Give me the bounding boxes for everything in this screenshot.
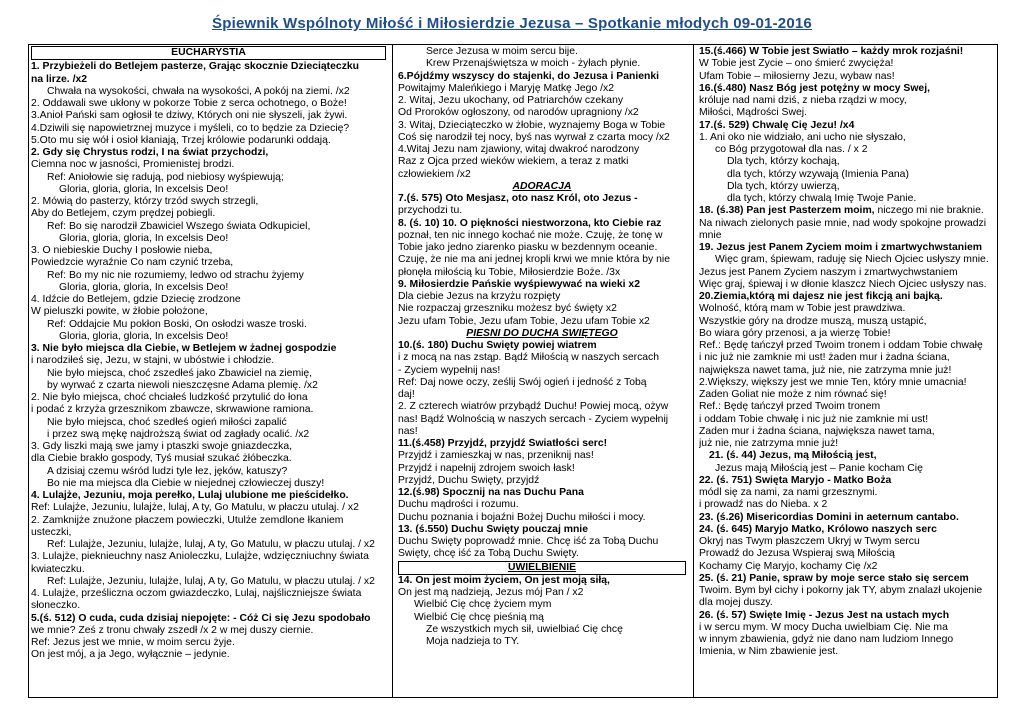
song-line: Ref: Oddajcie Mu pokłon Boski, On osłodzi wasze troski. [47,318,307,330]
song-line: mnie [699,229,722,241]
song-line: Aby do Betlejem, czym prędzej pobiegli. [31,208,216,220]
song-line: Moja nadzieja to TY. [426,636,520,647]
song-line: módl się za nami, za nami grzesznymi. [699,487,878,498]
section-heading: ADORACJA [512,180,572,192]
song-line: Na niwach zielonych pasie mnie, nad wody spokojne prowadzi [699,217,987,229]
song-line: dla tych, którzy wzywają (Imienia Pana) [727,168,909,180]
song-line: Jezus mają Miłością jest – Panie kocham Cię [715,462,923,474]
song-line: Ufam Tobie – miłosierny Jezu, wybaw nas! [699,70,895,82]
songs-column-2 [398,46,686,696]
section-heading: UWIELBIENIE [398,561,686,575]
song-line: Ciemna noc w jasności, Promienistej brodzi. [31,159,235,171]
song-line: Duchu mądrości i rozumu. [398,499,519,511]
song-line: Ref: Bo się narodził Zbawiciel Wszego świata Odkupiciel, [47,220,311,232]
song-line: króluje nad nami dziś, z nieba rządzi w mocy, [699,95,907,106]
song-line: Tobie jako jedno ziarenko piasku w bezdennym oceanie. [398,242,658,253]
song-line: Powiedzcie wyraźnie Co nam czynić trzeba, [31,257,234,269]
song-line: słoneczko. [31,600,81,612]
song-line: Ze wszystkich mych sił, uwielbiać Cię chcę [426,623,623,635]
column-divider [392,44,393,698]
song-line: 7.(ś. 575) Oto Mesjasz, oto nasz Król, oto Jezus - [398,193,638,204]
song-line: On jest mą nadzieją, Jezus mój Pan / x2 [398,587,584,598]
song-line: 4.Witaj Jezu nam zjawiony, witaj dwakroć narodzony [398,144,640,155]
section-heading: PIEŚNI DO DUCHA ŚWIĘTEGO [466,327,618,339]
song-line: dla tych, którzy chwalą Imię Twoje Panie. [727,193,917,204]
song-line: we mnie? Żeś z tronu chwały zszedł /x 2 w mej duszy ciernie. [31,624,314,636]
song-line: 6.Pójdźmy wszyscy do stajenki, do Jezusa i Panienki [398,70,660,82]
song-line: na lirze. /x2 [31,73,88,85]
song-line [699,205,995,217]
song-line: Serce Jezusa w moim sercu bije. [426,46,578,57]
song-line: płonęła miłością ku Tobie, Miłosierdzie Boże. /3x [398,266,621,278]
song-line: Kochamy Cię Maryjo, kochamy Cię /x2 [699,560,878,572]
song-line: 2. Oddawali swe ukłony w pokorze Tobie z serca ochotnego, o Boże! [31,98,347,109]
song-line: Powitajmy Maleńkiego i Maryję Matkę Jego /x2 [398,82,614,94]
song-line: Przyjdź, Duchu Święty, przyjdź [398,474,540,486]
song-line: Ref: Bo my nic nie rozumiemy, ledwo od strachu żyjemy [47,269,304,281]
song-line: Święty, chcę iść za Tobą Duchu Święty. [398,548,579,560]
song-line: 1. Ani oko nie widziało, ani ucho nie słyszało, [699,131,906,143]
song-line: Wielbić Cię chcę życiem mym [414,599,552,611]
song-line: Dla tych, którzy uwierzą, [727,180,840,192]
song-line: Gloria, gloria, gloria, In excelsis Deo! [59,183,229,195]
song-line: Nie było miejsca, choć szedłeś ogień miłości zapalić [47,416,287,428]
song-line: Czuję, że nie ma ani jednej kropli krwi we mnie która by nie [398,254,671,266]
song-line: 2. Z czterech wiatrów przybądź Duchu! Powiej mocą, ożyw [398,401,669,413]
song-line: 3. Gdy liszki mają swe jamy i ptaszki swoje gniazdeczka, [31,441,293,452]
song-line: W Tobie jest Życie – ono śmierć zwycięża! [699,58,894,70]
song-line: Bo wiara góry przenosi, a ja wierzę Tobie! [699,327,891,339]
song-text: niczego mi nie braknie. [874,205,984,217]
song-line: dla mojej duszy. [699,597,773,609]
song-line: 5.(ś. 512) O cuda, cuda dzisiaj niepojęte: - Cóż Ci się Jezu spodobało [31,612,371,624]
song-line: nas! [398,425,418,437]
column-divider [693,44,694,698]
song-line: Nie było miejsca, choć zszedłeś jako Zbawiciel na ziemię, [47,367,313,379]
song-line: 25. (ś. 21) Panie, spraw by moje serce stało się sercem [699,572,969,584]
song-line: 5.Oto mu się wół i osioł kłaniają, Trzej królowie podarunki oddają. [31,134,331,146]
song-line: Nie rozpaczaj grzeszniku możesz być święty x2 [398,303,617,315]
song-line: Miłości, Mądrości Swej. [699,107,807,119]
song-line: 3. O niebieskie Duchy I posłowie nieba, [31,245,213,256]
song-line: Żaden mur i żadna ściana, największa nawet tama, [699,425,935,437]
song-line: 15.(ś.466) W Tobie jest Światło – każdy mrok rozjaśni! [699,46,964,57]
song-line: 4. Lulajże, prześliczna oczom gwiazdeczko, Lulaj, najśliczniejsze świata [31,588,362,599]
song-line: Coś się narodził tej nocy, byś nas wyrwał z czarta mocy /x2 [398,131,670,143]
song-line: i z mocą na nas zstąp. Bądź Miłością w naszych sercach [398,352,660,364]
song-line: 14. On jest moim życiem, On jest moją siłą, [398,574,610,586]
song-line: Bo nie ma miejsca dla Ciebie w niejednej człowieczej duszy! [47,477,325,489]
song-line: i przez swą mękę najdroższą świat od zagłady ocalić. /x2 [47,428,310,440]
song-line: Jezu ufam Tobie, Jezu ufam Tobie, Jezu ufam Tobie x2 [398,315,650,327]
song-line: Gloria, gloria, gloria, In excelsis Deo! [59,330,229,342]
song-line: 21. (ś. 44) Jezus, mą Miłością jest, [709,450,877,462]
song-line: 3. Nie było miejsca dla Ciebie, w Betlejem w żadnej gospodzie [31,343,337,354]
song-line: 22. (ś. 751) Święta Maryjo - Matko Boża [699,474,892,486]
song-line: Wolność, którą mam w Tobie jest prawdziwa. [699,303,906,315]
song-line: 12.(ś.98) Spocznij na nas Duchu Pana [398,487,584,498]
song-line: W pieluszki powite, w żłobie położone, [31,306,208,318]
page-title: Śpiewnik Wspólnoty Miłość i Miłosierdzie Jezusa – Spotkanie młodych 09-01-2016 [212,15,812,32]
song-line: i narodziłeś się, Jezu, w stajni, w ubóstwie i chłodzie. [31,355,275,367]
song-line: i podać z krzyża grzesznikom zbawcze, skrwawione ramiona. [31,404,314,416]
song-line: On jest mój, a ja Jego, wyłącznie – jedynie. [31,649,230,661]
song-line: przychodzi tu. [398,205,463,217]
song-line: Ref.: Będę tańczył przed Twoim tronem [699,401,881,413]
song-line: 8. (ś. 10) 10. O piękności niestworzona, kto Ciebie raz [398,217,662,229]
song-number: 18. (ś.38) Pan jest Pasterzem moim, [699,205,875,217]
song-line: Ref: Aniołowie się radują, pod niebiosy wyśpiewują; [47,171,284,183]
song-line: Żaden Goliat nie może z nim równać się! [699,389,887,400]
song-line: Ref: Jezus jest we mnie, w moim sercu żyje. [31,637,235,648]
song-line: Wszystkie góry na drodze muszą, muszą ustąpić, [699,315,927,327]
song-line: Jezus jest Panem Życiem naszym i zmartwychwstaniem [699,266,958,278]
song-line: człowiekiem /x2 [398,168,471,180]
song-line: 2. Mówią do pasterzy, którzy trzód swych strzegli, [31,196,259,207]
song-line: Prowadź do Jezusa Wspieraj swą Miłością [699,548,895,560]
song-line: Gloria, gloria, gloria, In excelsis Deo! [59,281,229,293]
song-line: 2. Zamknijże znużone płaczem powieczki, Utulże zemdlone łkaniem [31,514,344,526]
song-line: Wielbić Cię chcę pieśnią mą [414,611,544,623]
song-line: 13. (ś.550) Duchu Święty pouczaj mnie [398,523,588,535]
song-line: Gloria, gloria, gloria, In excelsis Deo! [59,232,229,244]
song-line: Ref: Lulajże, Jezuniu, lulajże, lulaj, A ty, Go Matulu, w płaczu utulaj. / x2 [47,539,375,550]
song-line: Chwała na wysokości, chwała na wysokości, A pokój na ziemi. /x2 [47,85,350,97]
song-line: Dla tych, którzy kochają, [727,156,840,168]
song-line: Ref: Lulajże, Jezuniu, lulajże, lulaj, A ty, Go Matulu, w płaczu utulaj. / x2 [31,502,359,514]
song-line: 23. (ś.26) Misericordias Domini in aeternum cantabo. [699,511,959,523]
song-line: 19. Jezus jest Panem Życiem moim i zmartwychwstaniem [699,242,982,253]
song-line: Przyjdź i napełnij zdrojem swoich łask! [398,462,575,474]
song-line: nas! Bądź Wolnością w naszych sercach - Życiem wypełnij [398,413,669,425]
song-line: 1. Przybieżeli do Betlejem pasterze, Grając skocznie Dzieciąteczku [31,61,360,73]
song-line: kwiateczku. [31,563,85,575]
song-line: Od Proroków ogłoszony, od narodów upragniony /x2 [398,107,639,119]
song-line: 17.(ś. 529) Chwalę Cię Jezu! /x4 [699,119,855,131]
song-line: już nie, nie zatrzyma mnie już! [699,438,839,449]
song-line: Więc gram, śpiewam, raduję się Niech Ojciec usłyszy mnie. [715,254,989,266]
song-line: 20.Ziemia,którą mi dajesz nie jest fikcją ani bajką. [699,291,943,302]
song-line: 11.(ś.458) Przyjdź, przyjdź Światłości serc! [398,438,608,449]
songs-column-3 [699,46,995,696]
song-line: dla Ciebie brakło gospody, Tyś musiał szukać żłóbeczka. [31,453,292,465]
song-line: Krew Przenajświętsza w moich - żyłach płynie. [426,58,641,70]
song-line: 4.Dziwili się napowietrznej muzyce i myśleli, co to będzie za Dziecię? [31,122,350,134]
song-line: - Życiem wypełnij nas! [398,364,501,376]
song-line: Ref: Lulajże, Jezuniu, lulajże, lulaj, A ty, Go Matulu, w płaczu utulaj. / x2 [47,575,375,587]
song-line: co Bóg przygotował dla nas. / x 2 [715,144,868,155]
song-line: Okryj nas Twym płaszczem Ukryj w Twym sercu [699,536,920,547]
song-line: Dla ciebie Jezus na krzyżu rozpięty [398,291,561,302]
song-line: 16.(ś.480) Nasz Bóg jest potężny w mocy Swej, [699,82,930,94]
song-line: Przyjdź i zamieszkaj w nas, przeniknij nas! [398,450,594,462]
song-line: Duchu poznania i bojaźni Bożej Duchu miłości i mocy. [398,511,646,523]
song-line: 24. (ś. 645) Maryjo Matko, Królowo naszych serc [699,523,937,535]
song-line: i nic już nie zamknie mi ust! żaden mur i żadna ściana, [699,352,950,364]
section-heading: EUCHARYSTIA [31,46,386,60]
song-line: by wyrwać z czarta niewoli nieszczęsne Adama plemię. /x2 [47,379,318,391]
song-line: i prowadź nas do Nieba. x 2 [699,499,828,511]
song-line: w innym zbawienia, gdyż nie dano nam ludziom Innego [699,634,954,645]
song-line: 2.Większy, większy jest we mnie Ten, który mnie umacnia! [699,376,967,388]
song-line: usteczki, [31,526,72,538]
song-line: Więc graj, śpiewaj i w dłonie klaszcz Niech Ojciec usłyszy nas. [699,278,987,290]
song-line: 2. Nie było miejsca, choć chciałeś ludzkość przytulić do łona [31,392,308,403]
song-line: daj! [398,389,415,400]
song-line: 3.Anioł Pański sam ogłosił te dziwy, Których oni nie słyszeli, jak żywi. [31,110,348,122]
song-line: Duchu Święty poprowadź mnie. Chcę iść za Tobą Duchu [398,536,659,547]
song-line: 3. Lulajże, pieknieuchny nasz Anioleczku, Lulajże, wdzięczniuchny świata [31,551,369,563]
song-line: Ref.: Będę tańczył przed Twoim tronem i oddam Tobie chwałę [699,340,983,351]
song-line: 2. Gdy się Chrystus rodzi, I na świat przychodzi, [31,147,269,158]
song-line: 10.(ś. 180) Duchu Święty powiej wiatrem [398,340,597,351]
songs-column-1 [31,46,386,696]
song-line: 2. Witaj, Jezu ukochany, od Patriarchów czekany [398,95,624,106]
song-line: Imienia, w Nim zbawienie jest. [699,646,839,658]
song-line: 26. (ś. 57) Święte Imię - Jezus Jest na ustach mych [699,609,950,621]
song-line: największa nawet tama, już nie, nie zatrzyma mnie już! [699,364,952,376]
song-line: i w sercu mym. W mocy Ducha uwielbiam Cię. Nie ma [699,621,948,633]
song-line: Twoim. Bym był cichy i pokorny jak TY, abym znalazł ukojenie [699,585,983,596]
song-line: Ref: Daj nowe oczy, ześlij Swój ogień i jedność z Tobą [398,376,647,388]
song-line: poznał, ten nic innego kochać nie może. Czuję, że tonę w [398,229,663,241]
song-line: 3. Witaj, Dzieciąteczko w żłobie, wyznajemy Boga w Tobie [398,119,666,131]
song-line: 4. Idźcie do Betlejem, gdzie Dziecię zrodzone [31,294,241,305]
song-line: 4. Lulajże, Jezuniu, moja perełko, Lulaj ulubione me pieścidełko. [31,490,349,501]
song-line: 9. Miłosierdzie Pańskie wyśpiewywać na wieki x2 [398,278,640,290]
song-line: A dzisiaj czemu wśród ludzi tyle łez, jęków, katuszy? [47,465,288,477]
song-line: Raz z Ojca przed wieków wiekiem, a teraz z matki [398,156,629,168]
song-line: i oddam Tobie chwałę i nic już nie zamknie mi ust! [699,413,929,425]
